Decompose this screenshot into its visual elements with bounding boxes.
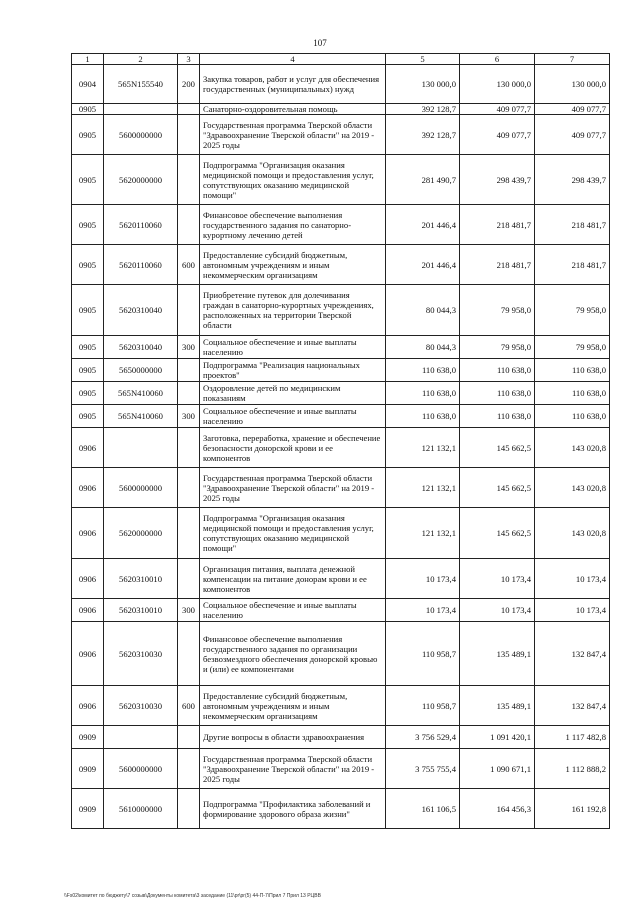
section-code-cell: 0905 bbox=[72, 104, 104, 115]
item-name-cell: Государственная программа Тверской области "Здравоохранение Тверской области" на 2019 - 2025 годы bbox=[200, 468, 386, 508]
amount-cell-col5: 161 106,5 bbox=[386, 789, 460, 829]
table-row bbox=[72, 382, 610, 405]
expense-type-cell bbox=[178, 559, 200, 599]
target-article-cell: 5620310010 bbox=[104, 599, 178, 622]
column-header: 5 bbox=[386, 54, 460, 65]
amount-cell-col6: 1 090 671,1 bbox=[460, 749, 535, 789]
expense-type-cell bbox=[178, 468, 200, 508]
amount-cell-col6: 145 662,5 bbox=[460, 428, 535, 468]
table-row bbox=[72, 428, 610, 468]
amount-cell-col5: 10 173,4 bbox=[386, 599, 460, 622]
table-row bbox=[72, 789, 610, 829]
target-article-cell: 5620000000 bbox=[104, 155, 178, 205]
amount-cell-col7: 130 000,0 bbox=[535, 65, 610, 104]
amount-cell-col5: 392 128,7 bbox=[386, 115, 460, 155]
target-article-cell: 5620310030 bbox=[104, 622, 178, 686]
section-code-cell: 0906 bbox=[72, 559, 104, 599]
target-article-cell: 5620310030 bbox=[104, 686, 178, 726]
item-name-cell: Государственная программа Тверской области "Здравоохранение Тверской области" на 2019 - 2025 годы bbox=[200, 749, 386, 789]
section-code-cell: 0905 bbox=[72, 245, 104, 285]
target-article-cell: 5620310040 bbox=[104, 336, 178, 359]
target-article-cell: 5620110060 bbox=[104, 245, 178, 285]
amount-cell-col7: 10 173,4 bbox=[535, 599, 610, 622]
amount-cell-col6: 79 958,0 bbox=[460, 336, 535, 359]
expense-type-cell: 200 bbox=[178, 65, 200, 104]
amount-cell-col7: 161 192,8 bbox=[535, 789, 610, 829]
amount-cell-col7: 132 847,4 bbox=[535, 622, 610, 686]
table-row bbox=[72, 65, 610, 104]
target-article-cell: 5650000000 bbox=[104, 359, 178, 382]
expense-type-cell bbox=[178, 115, 200, 155]
expense-type-cell: 600 bbox=[178, 245, 200, 285]
amount-cell-col6: 135 489,1 bbox=[460, 686, 535, 726]
amount-cell-col7: 143 020,8 bbox=[535, 468, 610, 508]
item-name-cell: Закупка товаров, работ и услуг для обеспечения государственных (муниципальных) нужд bbox=[200, 65, 386, 104]
target-article-cell bbox=[104, 428, 178, 468]
amount-cell-col5: 110 958,7 bbox=[386, 622, 460, 686]
target-article-cell bbox=[104, 726, 178, 749]
item-name-cell: Заготовка, переработка, хранение и обеспечение безопасности донорской крови и ее компонентов bbox=[200, 428, 386, 468]
target-article-cell bbox=[104, 104, 178, 115]
table-row bbox=[72, 726, 610, 749]
section-code-cell: 0906 bbox=[72, 622, 104, 686]
amount-cell-col6: 130 000,0 bbox=[460, 65, 535, 104]
item-name-cell: Социальное обеспечение и иные выплаты населению bbox=[200, 336, 386, 359]
target-article-cell: 5620110060 bbox=[104, 205, 178, 245]
item-name-cell: Государственная программа Тверской области "Здравоохранение Тверской области" на 2019 - 2025 годы bbox=[200, 115, 386, 155]
column-header: 7 bbox=[535, 54, 610, 65]
amount-cell-col5: 10 173,4 bbox=[386, 559, 460, 599]
item-name-cell: Подпрограмма "Профилактика заболеваний и формирование здорового образа жизни" bbox=[200, 789, 386, 829]
table-row bbox=[72, 622, 610, 686]
item-name-cell: Финансовое обеспечение выполнения государственного задания по санаторно-курортному лечению детей bbox=[200, 205, 386, 245]
item-name-cell: Организация питания, выплата денежной компенсации на питание донорам крови и ее компонентов bbox=[200, 559, 386, 599]
amount-cell-col7: 143 020,8 bbox=[535, 428, 610, 468]
amount-cell-col6: 1 091 420,1 bbox=[460, 726, 535, 749]
target-article-cell: 5620310010 bbox=[104, 559, 178, 599]
table-row bbox=[72, 405, 610, 428]
amount-cell-col7: 110 638,0 bbox=[535, 359, 610, 382]
amount-cell-col6: 409 077,7 bbox=[460, 115, 535, 155]
section-code-cell: 0906 bbox=[72, 468, 104, 508]
section-code-cell: 0905 bbox=[72, 155, 104, 205]
budget-table bbox=[71, 53, 610, 829]
expense-type-cell bbox=[178, 155, 200, 205]
item-name-cell: Подпрограмма "Организация оказания медицинской помощи и предоставления услуг, сопутствующих оказанию медицинской помощи" bbox=[200, 508, 386, 559]
expense-type-cell bbox=[178, 104, 200, 115]
target-article-cell: 565N410060 bbox=[104, 382, 178, 405]
column-header: 3 bbox=[178, 54, 200, 65]
expense-type-cell: 300 bbox=[178, 599, 200, 622]
table-body bbox=[72, 65, 610, 829]
amount-cell-col7: 143 020,8 bbox=[535, 508, 610, 559]
amount-cell-col7: 1 112 888,2 bbox=[535, 749, 610, 789]
amount-cell-col7: 132 847,4 bbox=[535, 686, 610, 726]
expense-type-cell bbox=[178, 382, 200, 405]
expense-type-cell: 600 bbox=[178, 686, 200, 726]
amount-cell-col6: 218 481,7 bbox=[460, 205, 535, 245]
section-code-cell: 0905 bbox=[72, 382, 104, 405]
section-code-cell: 0906 bbox=[72, 599, 104, 622]
table-row bbox=[72, 468, 610, 508]
amount-cell-col6: 409 077,7 bbox=[460, 104, 535, 115]
amount-cell-col6: 135 489,1 bbox=[460, 622, 535, 686]
expense-type-cell bbox=[178, 205, 200, 245]
expense-type-cell bbox=[178, 508, 200, 559]
table-row bbox=[72, 559, 610, 599]
expense-type-cell bbox=[178, 789, 200, 829]
amount-cell-col6: 145 662,5 bbox=[460, 508, 535, 559]
expense-type-cell bbox=[178, 359, 200, 382]
amount-cell-col7: 79 958,0 bbox=[535, 285, 610, 336]
column-header: 2 bbox=[104, 54, 178, 65]
item-name-cell: Другие вопросы в области здравоохранения bbox=[200, 726, 386, 749]
amount-cell-col7: 409 077,7 bbox=[535, 115, 610, 155]
section-code-cell: 0905 bbox=[72, 359, 104, 382]
section-code-cell: 0909 bbox=[72, 726, 104, 749]
page-number: 107 bbox=[313, 38, 327, 48]
amount-cell-col7: 10 173,4 bbox=[535, 559, 610, 599]
expense-type-cell: 300 bbox=[178, 405, 200, 428]
amount-cell-col5: 3 756 529,4 bbox=[386, 726, 460, 749]
amount-cell-col6: 79 958,0 bbox=[460, 285, 535, 336]
target-article-cell: 565N410060 bbox=[104, 405, 178, 428]
column-header: 1 bbox=[72, 54, 104, 65]
table-row bbox=[72, 155, 610, 205]
table-row bbox=[72, 205, 610, 245]
table-row bbox=[72, 104, 610, 115]
table-row bbox=[72, 686, 610, 726]
amount-cell-col5: 110 958,7 bbox=[386, 686, 460, 726]
amount-cell-col6: 110 638,0 bbox=[460, 382, 535, 405]
amount-cell-col6: 110 638,0 bbox=[460, 359, 535, 382]
section-code-cell: 0909 bbox=[72, 789, 104, 829]
section-code-cell: 0905 bbox=[72, 405, 104, 428]
item-name-cell: Предоставление субсидий бюджетным, автономным учреждениям и иным некоммерческим организациям bbox=[200, 686, 386, 726]
amount-cell-col7: 110 638,0 bbox=[535, 382, 610, 405]
column-header: 6 bbox=[460, 54, 535, 65]
amount-cell-col6: 298 439,7 bbox=[460, 155, 535, 205]
item-name-cell: Санаторно-оздоровительная помощь bbox=[200, 104, 386, 115]
expense-type-cell bbox=[178, 749, 200, 789]
amount-cell-col5: 130 000,0 bbox=[386, 65, 460, 104]
amount-cell-col5: 80 044,3 bbox=[386, 336, 460, 359]
table-row bbox=[72, 336, 610, 359]
section-code-cell: 0905 bbox=[72, 115, 104, 155]
table-row bbox=[72, 285, 610, 336]
amount-cell-col6: 218 481,7 bbox=[460, 245, 535, 285]
table-row bbox=[72, 115, 610, 155]
amount-cell-col5: 110 638,0 bbox=[386, 359, 460, 382]
item-name-cell: Оздоровление детей по медицинским показаниям bbox=[200, 382, 386, 405]
section-code-cell: 0909 bbox=[72, 749, 104, 789]
table-row bbox=[72, 245, 610, 285]
amount-cell-col5: 80 044,3 bbox=[386, 285, 460, 336]
amount-cell-col6: 145 662,5 bbox=[460, 468, 535, 508]
table-row bbox=[72, 599, 610, 622]
amount-cell-col7: 298 439,7 bbox=[535, 155, 610, 205]
table-row bbox=[72, 359, 610, 382]
section-code-cell: 0905 bbox=[72, 205, 104, 245]
item-name-cell: Подпрограмма "Реализация национальных проектов" bbox=[200, 359, 386, 382]
expense-type-cell bbox=[178, 285, 200, 336]
section-code-cell: 0906 bbox=[72, 686, 104, 726]
amount-cell-col5: 110 638,0 bbox=[386, 405, 460, 428]
target-article-cell: 5600000000 bbox=[104, 115, 178, 155]
target-article-cell: 5600000000 bbox=[104, 468, 178, 508]
amount-cell-col7: 1 117 482,8 bbox=[535, 726, 610, 749]
amount-cell-col7: 218 481,7 bbox=[535, 245, 610, 285]
section-code-cell: 0905 bbox=[72, 336, 104, 359]
item-name-cell: Подпрограмма "Организация оказания медицинской помощи и предоставления услуг, сопутствующих оказанию медицинской помощи" bbox=[200, 155, 386, 205]
amount-cell-col5: 281 490,7 bbox=[386, 155, 460, 205]
target-article-cell: 5620310040 bbox=[104, 285, 178, 336]
target-article-cell: 5620000000 bbox=[104, 508, 178, 559]
amount-cell-col6: 10 173,4 bbox=[460, 599, 535, 622]
amount-cell-col6: 10 173,4 bbox=[460, 559, 535, 599]
column-header: 4 bbox=[200, 54, 386, 65]
amount-cell-col6: 164 456,3 bbox=[460, 789, 535, 829]
expense-type-cell: 300 bbox=[178, 336, 200, 359]
amount-cell-col6: 110 638,0 bbox=[460, 405, 535, 428]
amount-cell-col7: 409 077,7 bbox=[535, 104, 610, 115]
amount-cell-col5: 121 132,1 bbox=[386, 508, 460, 559]
item-name-cell: Приобретение путевок для долечивания граждан в санаторно-курортных учреждениях, расположенных на территории Тверской области bbox=[200, 285, 386, 336]
expense-type-cell bbox=[178, 726, 200, 749]
expense-type-cell bbox=[178, 428, 200, 468]
amount-cell-col5: 110 638,0 bbox=[386, 382, 460, 405]
target-article-cell: 565N155540 bbox=[104, 65, 178, 104]
target-article-cell: 5610000000 bbox=[104, 789, 178, 829]
footer-file-path: \\Fs02\комитет по бюджету\7 созыв\Документы комитета\3 заседание (11\pr\pr(5) 44-П-7\Прил 7 Прил 13 РЦВВ bbox=[64, 893, 321, 899]
amount-cell-col5: 3 755 755,4 bbox=[386, 749, 460, 789]
section-code-cell: 0905 bbox=[72, 285, 104, 336]
amount-cell-col7: 79 958,0 bbox=[535, 336, 610, 359]
amount-cell-col5: 392 128,7 bbox=[386, 104, 460, 115]
table-row bbox=[72, 749, 610, 789]
amount-cell-col7: 218 481,7 bbox=[535, 205, 610, 245]
section-code-cell: 0906 bbox=[72, 508, 104, 559]
section-code-cell: 0906 bbox=[72, 428, 104, 468]
amount-cell-col5: 201 446,4 bbox=[386, 245, 460, 285]
expense-type-cell bbox=[178, 622, 200, 686]
item-name-cell: Социальное обеспечение и иные выплаты населению bbox=[200, 405, 386, 428]
item-name-cell: Предоставление субсидий бюджетным, автономным учреждениям и иным некоммерческим организациям bbox=[200, 245, 386, 285]
amount-cell-col5: 201 446,4 bbox=[386, 205, 460, 245]
amount-cell-col7: 110 638,0 bbox=[535, 405, 610, 428]
item-name-cell: Социальное обеспечение и иные выплаты населению bbox=[200, 599, 386, 622]
item-name-cell: Финансовое обеспечение выполнения государственного задания по организации безвозмездного обеспечения донорской кровью и (или) ее компонентами bbox=[200, 622, 386, 686]
target-article-cell: 5600000000 bbox=[104, 749, 178, 789]
table-row bbox=[72, 508, 610, 559]
amount-cell-col5: 121 132,1 bbox=[386, 428, 460, 468]
amount-cell-col5: 121 132,1 bbox=[386, 468, 460, 508]
table-header-row bbox=[72, 54, 610, 65]
section-code-cell: 0904 bbox=[72, 65, 104, 104]
